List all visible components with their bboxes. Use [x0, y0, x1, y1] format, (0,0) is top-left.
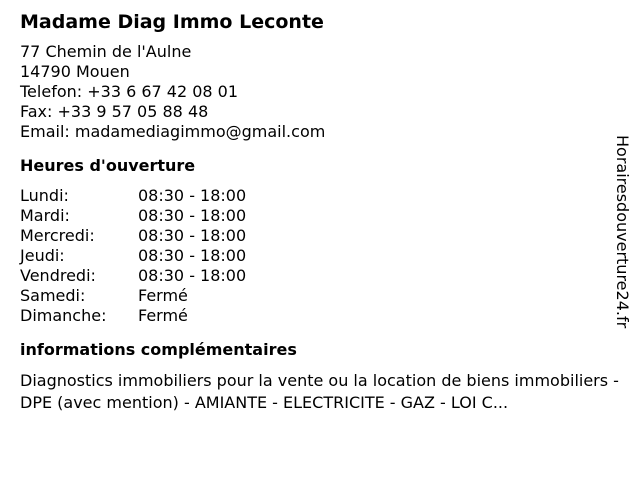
business-card — [20, 8, 620, 414]
hours-row-wednesday — [20, 226, 620, 246]
day-hours: 08:30 - 18:00 — [138, 186, 247, 205]
day-label: Samedi: — [20, 286, 86, 305]
business-name: Madame Diag Immo Leconte — [20, 11, 324, 33]
email-address[interactable]: Email: madamediagimmo@gmail.com — [20, 122, 326, 141]
phone-number[interactable]: Telefon: +33 6 67 42 08 01 — [20, 82, 239, 101]
hours-row-thursday — [20, 246, 620, 266]
info-heading: informations complémentaires — [20, 340, 297, 359]
hours-row-monday — [20, 186, 620, 206]
address-line-1: 77 Chemin de l'Aulne — [20, 42, 192, 61]
fax-number: Fax: +33 9 57 05 88 48 — [20, 102, 209, 121]
day-label: Vendredi: — [20, 266, 96, 285]
hours-table — [20, 186, 620, 326]
day-label: Dimanche: — [20, 306, 107, 325]
hours-row-friday — [20, 266, 620, 286]
day-hours: 08:30 - 18:00 — [138, 206, 247, 225]
day-hours: Fermé — [138, 286, 188, 305]
address-line-2: 14790 Mouen — [20, 62, 130, 81]
day-hours: Fermé — [138, 306, 188, 325]
info-description: Diagnostics immobiliers pour la vente ou la location de biens immobiliers - DPE (avec mention) - AMIANTE - ELECTRICITE - GAZ - LOI C... — [20, 371, 619, 412]
hours-row-sunday — [20, 306, 620, 326]
hours-row-saturday — [20, 286, 620, 306]
day-label: Jeudi: — [20, 246, 65, 265]
day-label: Mercredi: — [20, 226, 95, 245]
day-hours: 08:30 - 18:00 — [138, 266, 247, 285]
site-watermark: Horairesdouverture24.fr — [613, 135, 632, 329]
day-label: Lundi: — [20, 186, 69, 205]
day-hours: 08:30 - 18:00 — [138, 226, 247, 245]
hours-row-tuesday — [20, 206, 620, 226]
day-hours: 08:30 - 18:00 — [138, 246, 247, 265]
hours-heading: Heures d'ouverture — [20, 156, 196, 175]
day-label: Mardi: — [20, 206, 70, 225]
